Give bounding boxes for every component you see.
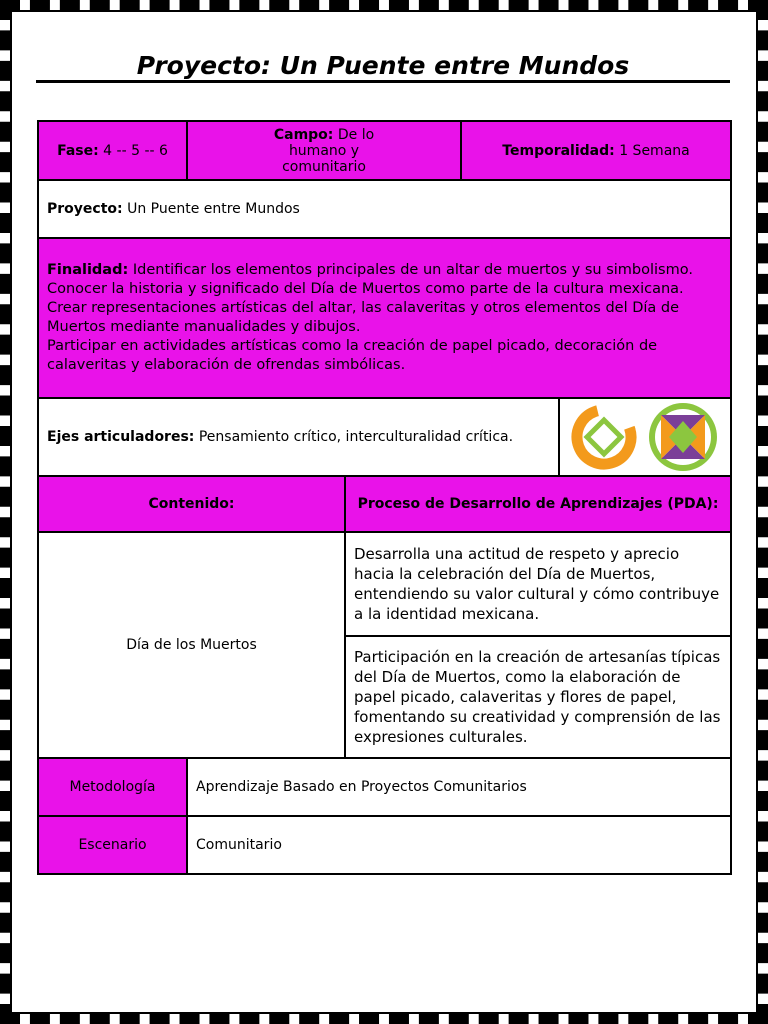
proyecto-row (38, 180, 731, 238)
title-underline (36, 80, 730, 83)
pensamiento-critico-icon (571, 404, 637, 470)
page-title: Proyecto: Un Puente entre Mundos (136, 51, 630, 80)
campo-cell (187, 121, 461, 180)
finalidad-line-3: Crear representaciones artísticas del altar, las calaveritas y otros elementos del Día de Muertos mediante manualidades y dibujos. (47, 300, 680, 335)
finalidad-line-1 (47, 261, 722, 280)
fase-cell (38, 121, 187, 180)
pda-item-2: Participación en la creación de artesanías típicas del Día de Muertos, como la elaboración de papel picado, calaveritas y flores de papel, fomentando su creatividad y comprensión de las expresiones culturales. (345, 636, 731, 758)
finalidad-line-2: Conocer la historia y significado del Día de Muertos como parte de la cultura mexicana. (47, 281, 684, 297)
interculturalidad-critica-icon (647, 401, 719, 473)
ejes-label: Ejes articuladores: (47, 429, 195, 445)
fase-label: Fase: (57, 142, 99, 159)
escenario-row (38, 816, 731, 874)
proyecto-cell (38, 180, 731, 238)
proyecto-label: Proyecto: (47, 201, 123, 217)
finalidad-row (38, 238, 731, 398)
escenario-value: Comunitario (187, 816, 731, 874)
ejes-value: Pensamiento crítico, interculturalidad crítica. (198, 429, 514, 445)
metodologia-label: Metodología (38, 758, 187, 816)
metodologia-value: Aprendizaje Basado en Proyectos Comunitarios (187, 758, 731, 816)
header-row (38, 121, 731, 180)
temporalidad-label: Temporalidad: (502, 142, 615, 159)
metodologia-row (38, 758, 731, 816)
fase-value: 4 -- 5 -- 6 (103, 142, 168, 159)
temporalidad-value: 1 Semana (619, 142, 690, 159)
contenido-cell: Día de los Muertos (38, 532, 345, 758)
finalidad-cell (38, 238, 731, 398)
finalidad-text-1: Identificar los elementos principales de un altar de muertos y su simbolismo. (132, 262, 693, 278)
pda-row-1 (38, 532, 731, 636)
temporalidad-cell (461, 121, 731, 180)
pda-item-1: Desarrolla una actitud de respeto y aprecio hacia la celebración del Día de Muertos, entendiendo su valor cultural y cómo contribuye a la identidad mexicana. (345, 532, 731, 636)
ejes-cell (38, 398, 559, 476)
project-table (37, 120, 732, 875)
ejes-logos-cell (559, 398, 731, 476)
finalidad-line-4: Participar en actividades artísticas como la creación de papel picado, decoración de calaveritas y elaboración de ofrendas simbólicas. (47, 338, 658, 373)
pda-header: Proceso de Desarrollo de Aprendizajes (PDA): (345, 476, 731, 532)
campo-label: Campo: (273, 126, 334, 143)
proyecto-value: Un Puente entre Mundos (127, 201, 300, 217)
contenido-header: Contenido: (38, 476, 345, 532)
ejes-row (38, 398, 731, 476)
finalidad-label: Finalidad: (47, 262, 129, 278)
campo-value: De lo humano y comunitario (282, 126, 375, 175)
contenido-header-row (38, 476, 731, 532)
escenario-label: Escenario (38, 816, 187, 874)
